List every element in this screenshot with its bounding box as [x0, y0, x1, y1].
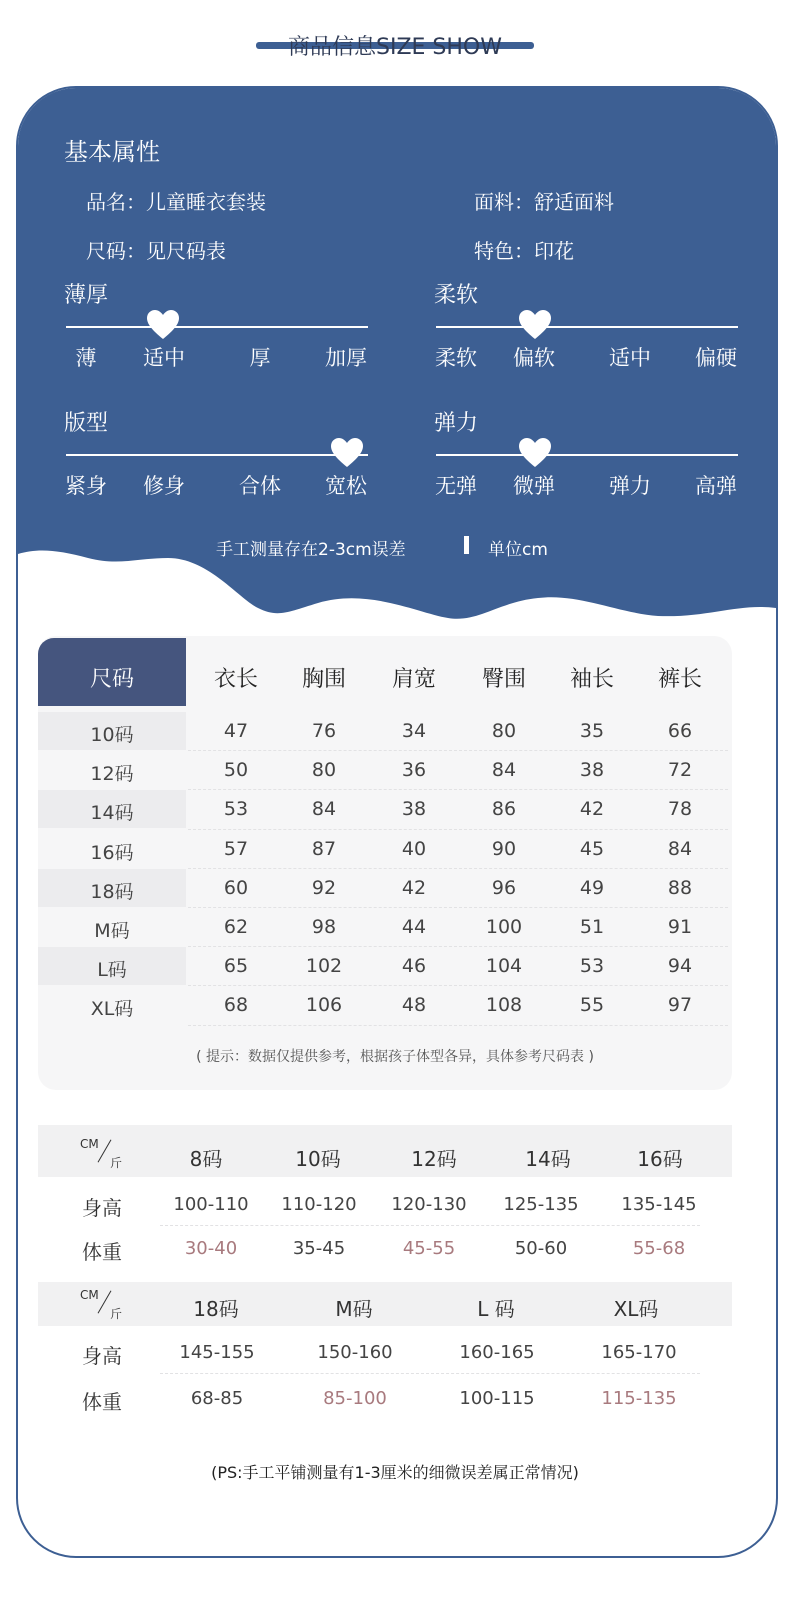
row-divider: [160, 1225, 700, 1226]
scale-option: 微弹: [513, 474, 555, 498]
hw-weight: 35-45: [292, 1238, 346, 1259]
scale-bar-softness: [436, 326, 738, 328]
hw-height: 165-170: [601, 1342, 677, 1363]
table-row-size: 16码: [90, 841, 134, 864]
table-cell: 92: [311, 876, 337, 899]
page-title: 商品信息SIZE SHOW: [288, 35, 502, 60]
table-cell: 68: [223, 994, 249, 1017]
table-header: 尺码: [89, 667, 134, 692]
table-note: ( 提示：数据仅提供参考，根据孩子体型各异，具体参考尺码表 ): [196, 1049, 594, 1065]
hw-weight: 68-85: [190, 1388, 244, 1409]
hw-size: 16码: [637, 1147, 683, 1171]
scale-title-thickness: 薄厚: [64, 283, 109, 308]
scale-title-fit: 版型: [64, 411, 109, 436]
hw-height: 145-155: [179, 1342, 255, 1363]
scale-option: 厚: [249, 346, 271, 370]
table-cell: 72: [667, 759, 693, 782]
table-header: 衣长: [213, 667, 258, 692]
hw-size: 18码: [193, 1297, 239, 1321]
table-row-size: M码: [94, 920, 130, 942]
height-label: 身高: [82, 1344, 122, 1368]
scale-option: 弹力: [609, 474, 651, 498]
scale-option: 修身: [143, 474, 185, 498]
table-row-size: 18码: [90, 880, 134, 903]
unit-jin: 斤: [110, 1156, 123, 1170]
table-cell: 42: [401, 876, 427, 899]
scale-title-elasticity: 弹力: [434, 411, 479, 436]
table-header: 胸围: [301, 667, 346, 692]
table-cell: 87: [311, 837, 337, 860]
table-cell: 80: [311, 759, 337, 782]
scale-option: 无弹: [435, 474, 477, 498]
table-cell: 53: [579, 955, 605, 978]
row-divider: [188, 868, 728, 869]
hw-height: 160-165: [459, 1342, 535, 1363]
unit-cm: CM: [80, 1288, 99, 1302]
table-row-size: 12码: [90, 763, 134, 786]
table-cell: 86: [491, 798, 517, 821]
table-cell: 60: [223, 876, 249, 899]
hw-size: M码: [335, 1297, 373, 1321]
table-row-size: XL码: [90, 998, 134, 1021]
table-cell: 84: [491, 759, 517, 782]
scale-option: 适中: [143, 346, 185, 370]
row-divider: [188, 946, 728, 947]
table-cell: 100: [485, 916, 523, 938]
scale-bar-fit: [66, 454, 368, 456]
hw-weight: 45-55: [402, 1238, 456, 1259]
hw-weight: 30-40: [184, 1238, 238, 1259]
table-cell: 84: [311, 798, 337, 821]
weight-label: 体重: [82, 1240, 122, 1264]
table-cell: 53: [223, 798, 249, 821]
hw-height: 110-120: [281, 1194, 357, 1215]
table-cell: 76: [311, 720, 337, 742]
hw-weight: 115-135: [601, 1388, 677, 1409]
table-row-size: 10码: [90, 724, 134, 746]
table-cell: 40: [401, 837, 427, 860]
scale-title-softness: 柔软: [434, 283, 479, 308]
table-cell: 65: [223, 955, 249, 978]
table-cell: 108: [485, 994, 523, 1017]
heart-marker-icon: [518, 438, 552, 468]
table-header: 裤长: [657, 667, 702, 692]
scale-bar-thickness: [66, 326, 368, 328]
table-cell: 35: [579, 720, 605, 742]
scale-option: 薄: [75, 346, 97, 370]
table-cell: 36: [401, 759, 427, 782]
table-row-size: L码: [97, 959, 127, 982]
table-cell: 55: [579, 994, 605, 1017]
scale-bar-elasticity: [436, 454, 738, 456]
unit-jin: 斤: [110, 1307, 123, 1321]
divider: [464, 536, 469, 554]
table-cell: 57: [223, 837, 249, 860]
hw-height: 150-160: [317, 1342, 393, 1363]
row-divider: [160, 1373, 700, 1374]
scale-option: 柔软: [435, 346, 477, 370]
table-cell: 44: [401, 916, 427, 938]
hw-height: 120-130: [391, 1194, 467, 1215]
hw-weight: 85-100: [323, 1388, 387, 1409]
attributes-title: 基本属性: [64, 138, 160, 166]
scale-option: 加厚: [325, 346, 367, 370]
table-cell: 42: [579, 798, 605, 821]
table-cell: 48: [401, 994, 427, 1017]
hw-height: 135-145: [621, 1194, 697, 1215]
weight-label: 体重: [82, 1390, 122, 1414]
row-divider: [188, 750, 728, 751]
hw-weight: 50-60: [514, 1238, 568, 1259]
table-cell: 47: [223, 720, 249, 742]
table-header: 袖长: [569, 667, 614, 692]
scale-option: 高弹: [695, 474, 737, 498]
table-cell: 98: [311, 916, 337, 938]
heart-marker-icon: [330, 438, 364, 468]
table-cell: 84: [667, 837, 693, 860]
unit-note: 单位cm: [488, 540, 548, 560]
table-header: 肩宽: [391, 667, 436, 692]
hw-weight: 100-115: [459, 1388, 535, 1409]
scale-option: 偏硬: [695, 346, 737, 370]
table-cell: 102: [305, 955, 343, 978]
product-name: 品名：儿童睡衣套装: [86, 190, 266, 214]
table-cell: 97: [667, 994, 693, 1017]
table-cell: 38: [401, 798, 427, 821]
table-cell: 34: [401, 720, 427, 742]
hw-size: 8码: [189, 1147, 223, 1171]
scale-option: 合体: [239, 474, 281, 498]
size-info: 尺码：见尺码表: [86, 239, 226, 263]
feature: 特色：印花: [474, 239, 574, 263]
scale-option: 偏软: [513, 346, 555, 370]
table-cell: 104: [485, 955, 523, 978]
scale-option: 紧身: [65, 474, 107, 498]
table-header: 臀围: [481, 667, 526, 692]
row-divider: [188, 907, 728, 908]
table-row-size: 14码: [90, 802, 134, 825]
heart-marker-icon: [146, 310, 180, 340]
row-divider: [188, 985, 728, 986]
hw-weight: 55-68: [632, 1238, 686, 1259]
hw-height: 100-110: [173, 1194, 249, 1215]
table-cell: 88: [667, 876, 693, 899]
table-cell: 91: [667, 916, 693, 938]
row-divider: [188, 829, 728, 830]
measure-note: 手工测量存在2-3cm误差: [216, 540, 406, 560]
table-cell: 90: [491, 837, 517, 860]
table-cell: 78: [667, 798, 693, 821]
scale-option: 适中: [609, 346, 651, 370]
table-cell: 46: [401, 955, 427, 978]
hw-size: XL码: [613, 1297, 659, 1321]
table-cell: 96: [491, 876, 517, 899]
table-cell: 80: [491, 720, 517, 742]
hw-height: 125-135: [503, 1194, 579, 1215]
table-cell: 94: [667, 955, 693, 978]
table-cell: 106: [305, 994, 343, 1017]
hw-size: 14码: [525, 1147, 571, 1171]
table-cell: 62: [223, 916, 249, 938]
scale-option: 宽松: [325, 474, 367, 498]
table-cell: 51: [579, 916, 605, 938]
table-cell: 50: [223, 759, 249, 782]
table-cell: 66: [667, 720, 693, 742]
unit-cm: CM: [80, 1137, 99, 1151]
table-cell: 38: [579, 759, 605, 782]
row-divider: [188, 789, 728, 790]
table-cell: 45: [579, 837, 605, 860]
footer-note: (PS:手工平铺测量有1-3厘米的细微误差属正常情况): [211, 1463, 579, 1482]
heart-marker-icon: [518, 310, 552, 340]
fabric: 面料：舒适面料: [474, 190, 614, 214]
hw-size: 10码: [295, 1147, 341, 1171]
row-divider: [188, 1025, 728, 1026]
hw-size: 12码: [411, 1147, 457, 1171]
height-label: 身高: [82, 1196, 122, 1220]
table-cell: 49: [579, 876, 605, 899]
hw-size: L 码: [477, 1297, 515, 1321]
